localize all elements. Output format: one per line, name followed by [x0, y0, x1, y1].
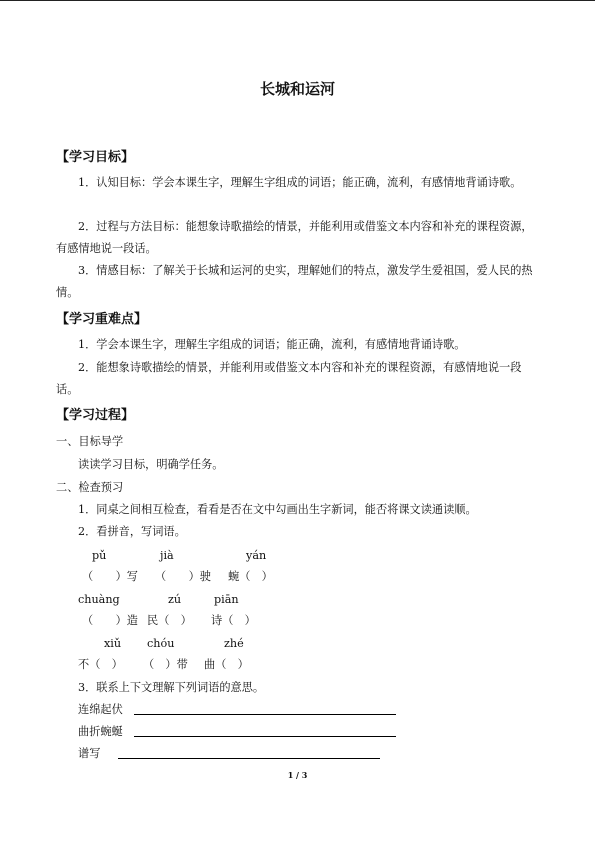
- goal-item-2: 2．过程与方法目标：能想象诗歌描绘的情景，并能利用或借鉴文本内容和补充的课程资源，有感情地说一段话。: [56, 220, 533, 255]
- word-blank-chuang: （ ）造: [82, 614, 138, 627]
- pinyin-chuang: chuàng: [78, 593, 120, 606]
- key-point-item-1: 1．学会本课生字，理解生字组成的词语；能正确，流利，有感情地背诵诗歌。: [78, 338, 466, 351]
- section-heading-key-points: 【学习重难点】: [56, 312, 148, 327]
- vocab-term-3: 谱写: [78, 747, 101, 760]
- word-blank-jia: （ ）驶: [155, 570, 211, 583]
- pinyin-chou: chóu: [147, 637, 175, 650]
- vocab-row-3: [78, 743, 380, 765]
- pinyin-pian: piān: [214, 593, 239, 606]
- step-2-text: 2．看拼音，写词语。: [78, 525, 186, 538]
- part-1-title: 一、目标导学: [56, 435, 124, 448]
- section-heading-goals: 【学习目标】: [56, 150, 135, 165]
- word-blank-chou: （ ）带: [143, 658, 188, 671]
- pinyin-pu: pǔ: [92, 549, 107, 562]
- vocab-term-2: 曲折蜿蜒: [78, 725, 123, 738]
- answer-line-2[interactable]: [134, 724, 396, 737]
- page-title: 长城和运河: [259, 80, 335, 98]
- vocab-row-1: [78, 699, 396, 721]
- top-border-line: [0, 0, 595, 1]
- step-1-text: 1．同桌之间相互检查，看看是否在文中勾画出生字新词，能否将课文读通读顺。: [78, 503, 477, 516]
- pinyin-zu: zú: [168, 593, 182, 606]
- word-blank-yan: 蜿（ ）: [228, 570, 273, 583]
- part-1-text: 读读学习目标，明确学任务。: [78, 458, 224, 471]
- step-3-text: 3．联系上下文理解下列词语的意思。: [78, 681, 265, 694]
- word-blank-zhe: 曲（ ）: [204, 658, 249, 671]
- vocab-row-2: [78, 721, 396, 743]
- pinyin-zhe: zhé: [224, 637, 244, 650]
- answer-line-1[interactable]: [134, 702, 396, 715]
- word-blank-xiu: 不（ ）: [78, 658, 123, 671]
- pinyin-jia: jià: [160, 549, 174, 562]
- pinyin-yan: yán: [246, 549, 267, 562]
- word-blank-zu: 民（ ）: [147, 614, 192, 627]
- part-2-title: 二、检查预习: [56, 481, 124, 494]
- word-blank-pian: 诗（ ）: [211, 614, 256, 627]
- goal-item-1: 1．认知目标：学会本课生字，理解生字组成的词语；能正确，流利，有感情地背诵诗歌。: [78, 176, 522, 189]
- vocab-term-1: 连绵起伏: [78, 703, 123, 716]
- pinyin-xiu: xiǔ: [104, 637, 122, 650]
- goal-item-3: 3．情感目标：了解关于长城和运河的史实，理解她们的特点，激发学生爱祖国，爱人民的热情。: [56, 264, 533, 299]
- page-number: 1 / 3: [287, 770, 308, 780]
- section-heading-process: 【学习过程】: [56, 408, 135, 423]
- key-point-item-2: 2．能想象诗歌描绘的情景，并能利用或借鉴文本内容和补充的课程资源，有感情地说一段话。: [56, 361, 522, 396]
- word-blank-pu: （ ）写: [82, 570, 138, 583]
- answer-line-3[interactable]: [118, 746, 380, 759]
